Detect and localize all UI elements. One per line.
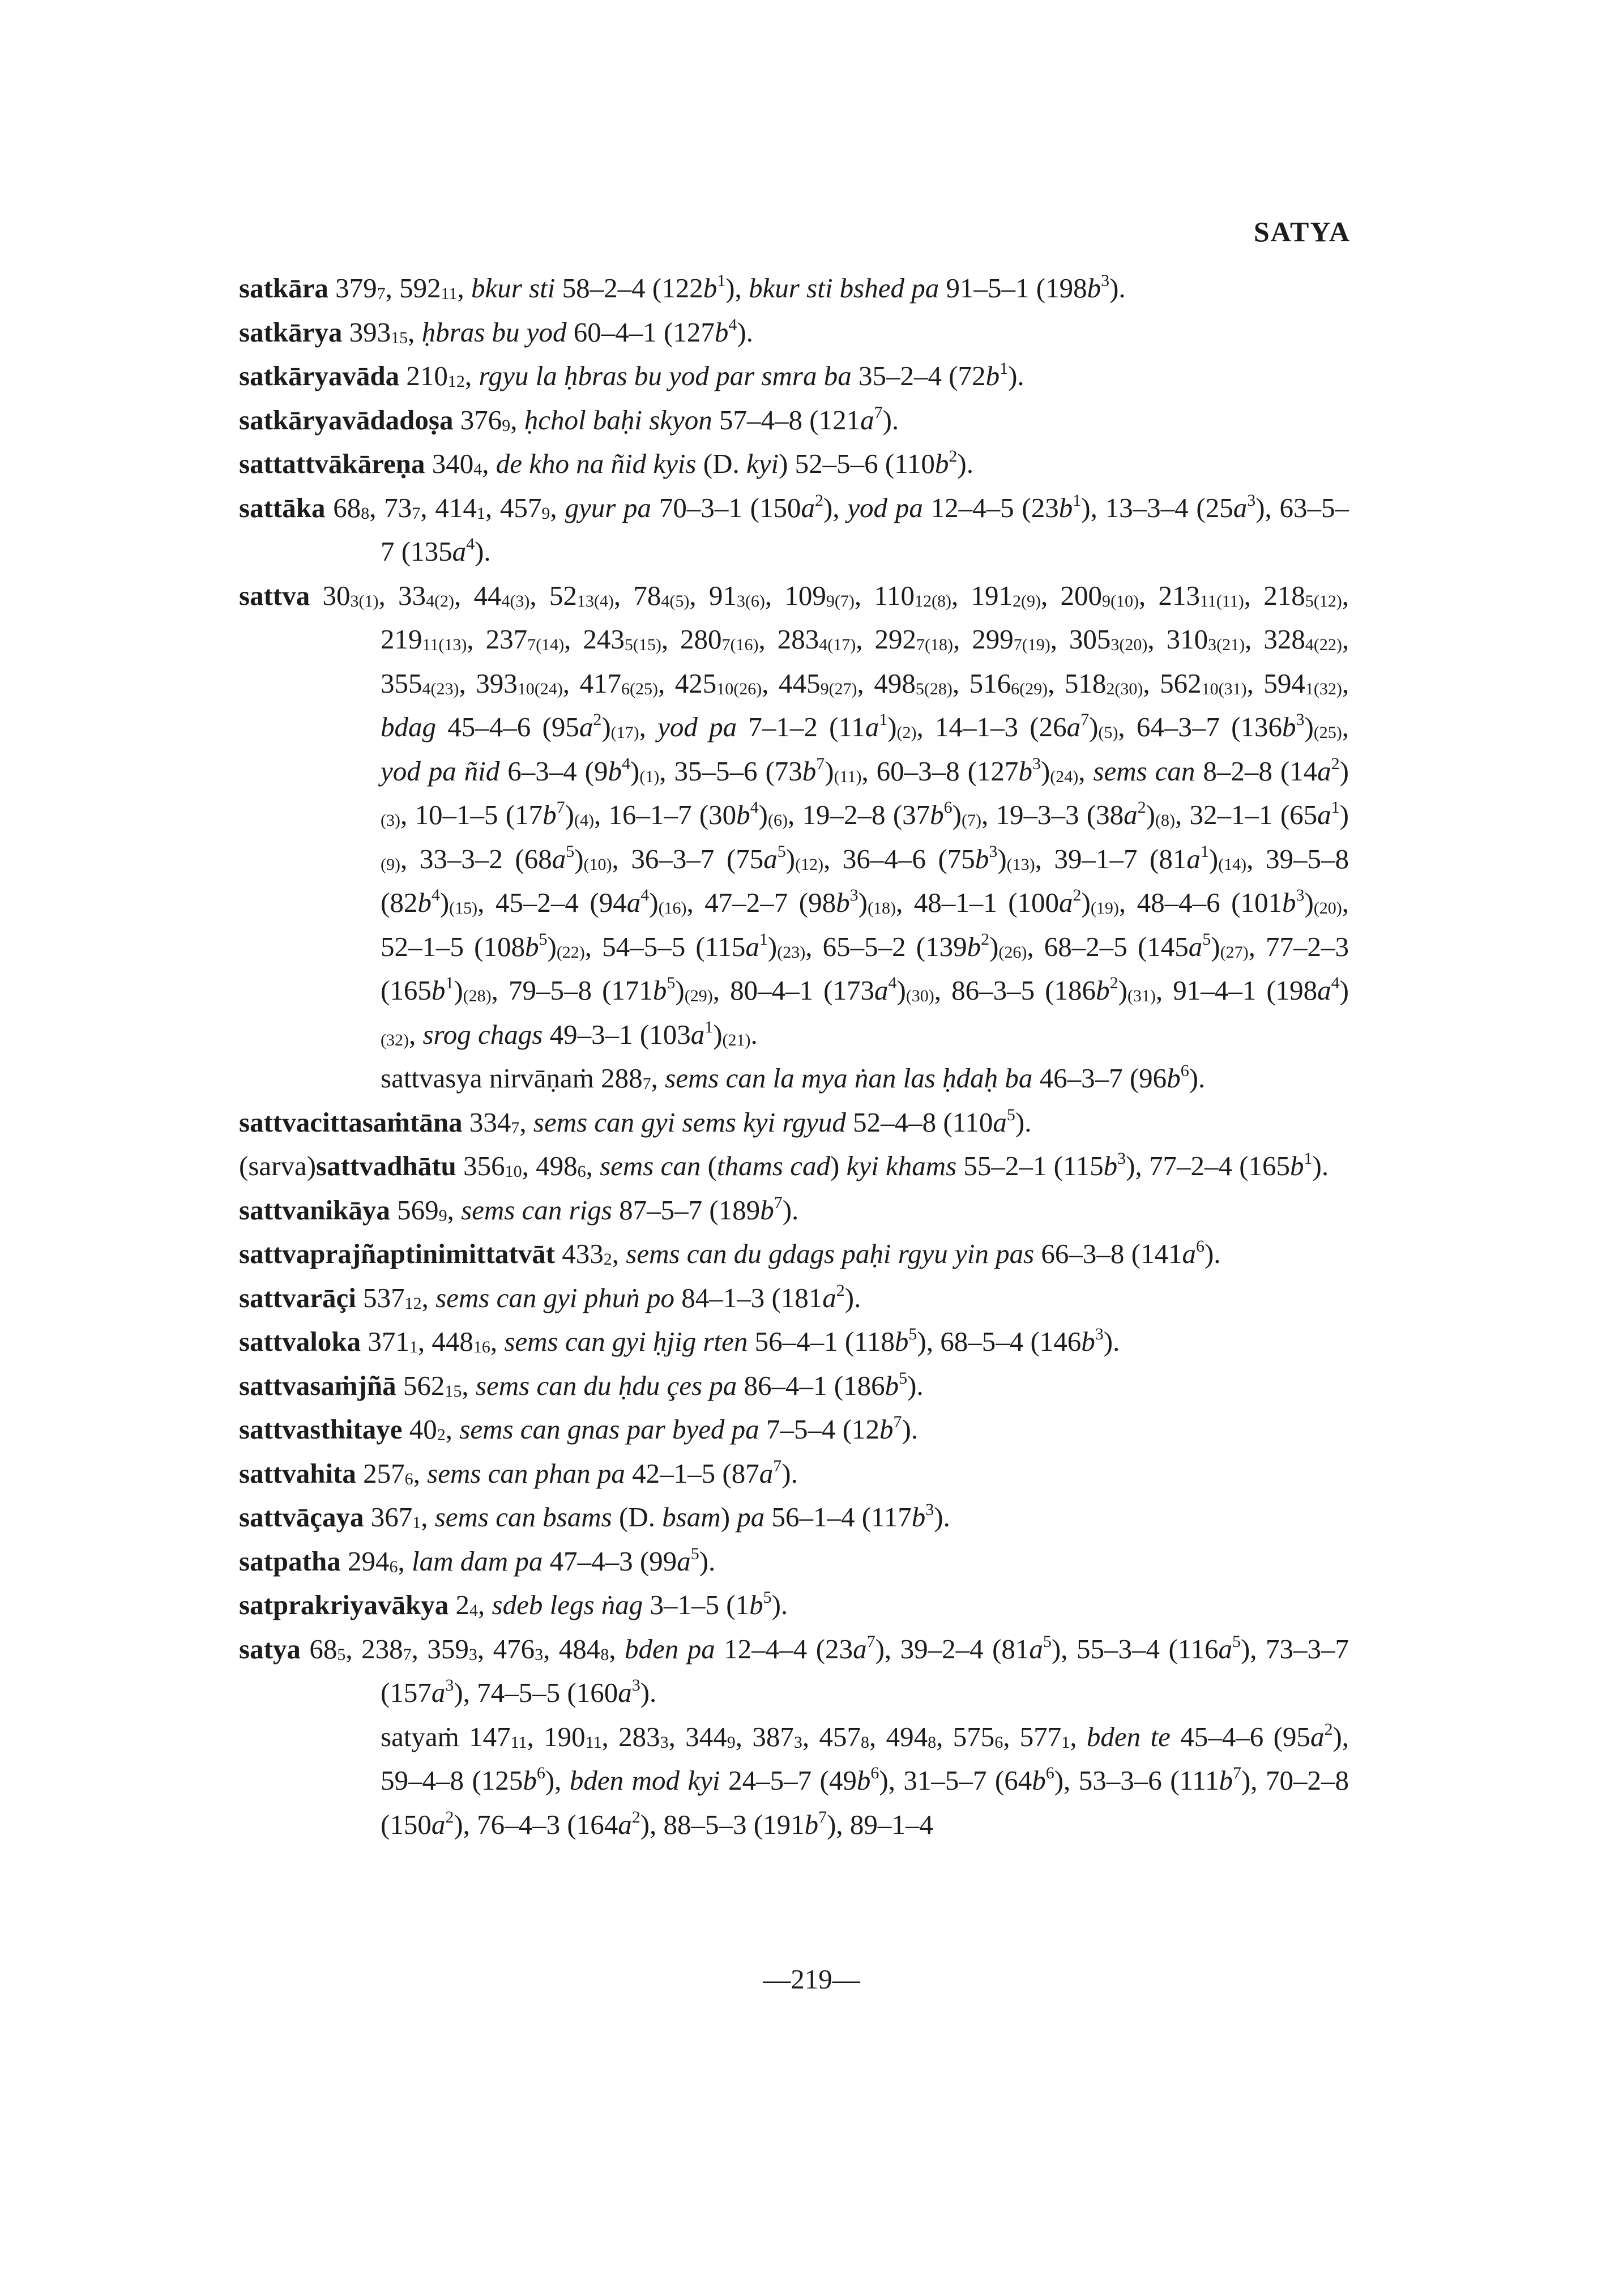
entry-body: $334_7$, sems can gyi sems kyi rgyud 52–4–8 $(110a^5)$.	[462, 1105, 1032, 1138]
entry-satkaryavada	[239, 354, 1349, 398]
entry-sattvacaya	[239, 1495, 1349, 1539]
entry-sattvaloka	[239, 1320, 1349, 1364]
entry-body: $40_2$, sems can gnas par byed pa 7–5–4 $(12b^7)$.	[402, 1412, 919, 1445]
headword: satkāryavāda	[239, 360, 400, 391]
entry-body: $294_6$, lam dam pa 47–4–3 $(99a^5)$.	[340, 1544, 716, 1577]
entry-satpatha	[239, 1539, 1349, 1584]
headword: sattattvākāreṇa	[239, 448, 425, 479]
headword: sattvaloka	[239, 1326, 361, 1357]
headword: sattvarāçi	[239, 1282, 356, 1313]
entry-body: $569_9$, sems can rigs 87–5–7 $(189b^7)$.	[390, 1193, 799, 1226]
entry-body: $393_{15}$, ḥbras bu yod 60–4–1 $(127b^4)$.	[342, 315, 753, 348]
subentry-head: satyaṁ	[381, 1721, 459, 1752]
entry-sattvahita	[239, 1452, 1349, 1496]
entry-sarvasattvadhatu	[239, 1144, 1349, 1188]
entry-satya	[239, 1627, 1349, 1715]
entry-body: $562_{15}$, sems can du ḥdu çes pa 86–4–1 $(186b^5)$.	[396, 1368, 924, 1401]
headword: sattvacittasaṁtāna	[239, 1106, 463, 1138]
entry-body: $367_1$, sems can bsams (D. bsam) pa 56–1–4 $(117b^3)$.	[364, 1500, 950, 1533]
page-number: —219—	[763, 1964, 860, 1995]
entry-body: $210_{12}$, rgyu la ḥbras bu yod par smra ba 35–2–4 $(72b^1)$.	[399, 359, 1024, 391]
headword: sattvanikāya	[239, 1194, 390, 1226]
headword: sattvasthitaye	[239, 1414, 403, 1445]
entry-body: $371_1$, $448_{16}$, sems can gyi ḥjig rten 56–4–1 $(118b^5)$, 68–5–4 $(146b^3)$.	[361, 1325, 1120, 1357]
entry-sattvacittasamtana	[239, 1100, 1349, 1145]
subentry-head: sattvasya nirvāṇaṁ	[381, 1062, 594, 1094]
headword: satkārya	[239, 316, 343, 348]
entry-body: $433_2$, sems can du gdags paḥi rgyu yin pas 66–3–8 $(141a^6)$.	[555, 1237, 1221, 1269]
entry-body: $288_7$, sems can la mya ṅan las ḥdaḥ ba 46–3–7 $(96b^6)$.	[593, 1061, 1206, 1094]
headword: sattvāçaya	[239, 1501, 364, 1533]
entry-sattvasthitaye	[239, 1407, 1349, 1452]
entry-satkaryavadadosa	[239, 398, 1349, 442]
running-head: SATYA	[1253, 216, 1351, 247]
entry-body: $68_8$, $73_7$, $414_1$, $457_9$, gyur pa 70–3–1 $(150a^2)$, yod pa 12–4–5 $(23b^1)$, 13–3–4 $(25a^3)$, 63–5–7 $(135a^4)$.	[325, 490, 1349, 567]
entry-body: $376_9$, ḥchol baḥi skyon 57–4–8 $(121a^7)$.	[453, 403, 899, 436]
entry-sattvanikaya	[239, 1188, 1349, 1232]
entry-sattvaprajnapti	[239, 1232, 1349, 1276]
entry-body: $257_6$, sems can phan pa 42–1–5 $(87a^7)$.	[356, 1456, 798, 1489]
subentry-sattvasya-nirvanam	[239, 1056, 1349, 1100]
headword: satkāryavādadoṣa	[239, 404, 454, 436]
headword-prefix: (sarva)	[239, 1150, 317, 1181]
entry-body: $30_{3(1)}$, $33_{4(2)}$, $44_{4(3)}$, $52_{13(4)}$, $78_{4(5)}$, $91_{3(6)}$, $109_{9(7)}$, $110_{12(8)}$, $191_{2(9)}$, $200_{9(10)}$, $213_{11(11)}$, $218_{5(12)}$, $219_{11(13)}$, $237_{7(14)}$, $243_{5(15)}$, $280_{7(16)}$, $283_{4(17)}$, $292_{7(18)}$, $299_{7(19)}$, $305_{3(20)}$, $310_{3(21)}$, $328_{4(22)}$, $355_{4(23)}$, $393_{10(24)}$, $417_{6(25)}$, $425_{10(26)}$, $445_{9(27)}$, $498_{5(28)}$, $516_{6(29)}$, $518_{2(30)}$, $562_{10(31)}$, $594_{1(32)}$, bdag 45–4–6 $(95a^2)_{(17)}$, yod pa 7–1–2 $(11a^1)_{(2)}$, 14–1–3 $(26a^7)_{(5)}$, 64–3–7 $(136b^3)_{(25)}$, yod pa ñid 6–3–4 $(9b^4)_{(1)}$, 35–5–6 $(73b^7)_{(11)}$, 60–3–8 $(127b^3)_{(24)}$, sems can 8–2–8 $(14a^2)_{(3)}$, 10–1–5 $(17b^7)_{(4)}$, 16–1–7 $(30b^4)_{(6)}$, 19–2–8 $(37b^6)_{(7)}$, 19–3–3 $(38a^2)_{(8)}$, 32–1–1 $(65a^1)_{(9)}$, 33–3–2 $(68a^5)_{(10)}$, 36–3–7 $(75a^5)_{(12)}$, 36–4–6 $(75b^3)_{(13)}$, 39–1–7 $(81a^1)_{(14)}$, 39–5–8 $(82b^4)_{(15)}$, 45–2–4 $(94a^4)_{(16)}$, 47–2–7 $(98b^3)_{(18)}$, 48–1–1 $(100a^2)_{(19)}$, 48–4–6 $(101b^3)_{(20)}$, 52–1–5 $(108b^5)_{(22)}$, 54–5–5 $(115a^1)_{(23)}$, 65–5–2 $(139b^2)_{(26)}$, 68–2–5 $(145a^5)_{(27)}$, 77–2–3 $(165b^1)_{(28)}$, 79–5–8 $(171b^5)_{(29)}$, 80–4–1 $(173a^4)_{(30)}$, 86–3–5 $(186b^2)_{(31)}$, 91–4–1 $(198a^4)_{(32)}$, srog chags 49–3–1 $(103a^1)_{(21)}$.	[310, 579, 1349, 1050]
headword: sattvasaṁjñā	[239, 1369, 396, 1401]
entry-sattaka	[239, 486, 1349, 574]
entry-body: $356_{10}$, $498_6$, sems can (thams cad) kyi khams 55–2–1 $(115b^3)$, 77–2–4 $(165b^1)$.	[456, 1149, 1329, 1181]
entry-body: $537_{12}$, sems can gyi phuṅ po 84–1–3 $(181a^2)$.	[356, 1281, 861, 1313]
entry-satkara	[239, 266, 1349, 310]
entry-sattva	[239, 574, 1349, 1057]
entry-list	[239, 266, 1349, 1846]
headword: sattvaprajñaptinimittatvāt	[239, 1238, 556, 1269]
headword: sattva	[239, 579, 310, 611]
headword: sattvahita	[239, 1457, 356, 1489]
headword: satprakriyavākya	[239, 1589, 449, 1620]
entry-sattvasamjna	[239, 1364, 1349, 1408]
headword: satkāra	[239, 272, 328, 304]
entry-body: $340_4$, de kho na ñid kyis (D. kyi) 52–5–6 $(110b^2)$.	[425, 447, 973, 479]
subentry-satyam	[239, 1715, 1349, 1847]
entry-sattattvakarena	[239, 442, 1349, 486]
entry-body: $379_7$, $592_{11}$, bkur sti 58–2–4 $(122b^1)$, bkur sti bshed pa 91–5–1 $(198b^3)$.	[328, 271, 1126, 304]
headword: satya	[239, 1633, 301, 1665]
entry-sattvaraci	[239, 1276, 1349, 1320]
entry-body: $147_{11}$, $190_{11}$, $283_3$, $344_9$, $387_3$, $457_8$, $494_8$, $575_6$, $577_1$, bden te 45–4–6 $(95a^2)$, 59–4–8 $(125b^6)$, bden mod kyi 24–5–7 $(49b^6)$, 31–5–7 $(64b^6)$, 53–3–6 $(111b^7)$, 70–2–8 $(150a^2)$, 76–4–3 $(164a^2)$, 88–5–3 $(191b^7)$, 89–1–4	[381, 1719, 1349, 1840]
headword: sattāka	[239, 492, 326, 523]
entry-body: $68_5$, $238_7$, $359_3$, $476_3$, $484_8$, bden pa 12–4–4 $(23a^7)$, 39–2–4 $(81a^5)$, 55–3–4 $(116a^5)$, 73–3–7 $(157a^3)$, 74–5–5 $(160a^3)$.	[300, 1632, 1349, 1708]
entry-satprakriyavakya	[239, 1583, 1349, 1627]
headword: sattvadhātu	[316, 1150, 456, 1181]
entry-satkarya	[239, 310, 1349, 355]
headword: satpatha	[239, 1545, 341, 1577]
entry-body: $2_4$, sdeb legs ṅag 3–1–5 $(1b^5)$.	[449, 1588, 788, 1620]
